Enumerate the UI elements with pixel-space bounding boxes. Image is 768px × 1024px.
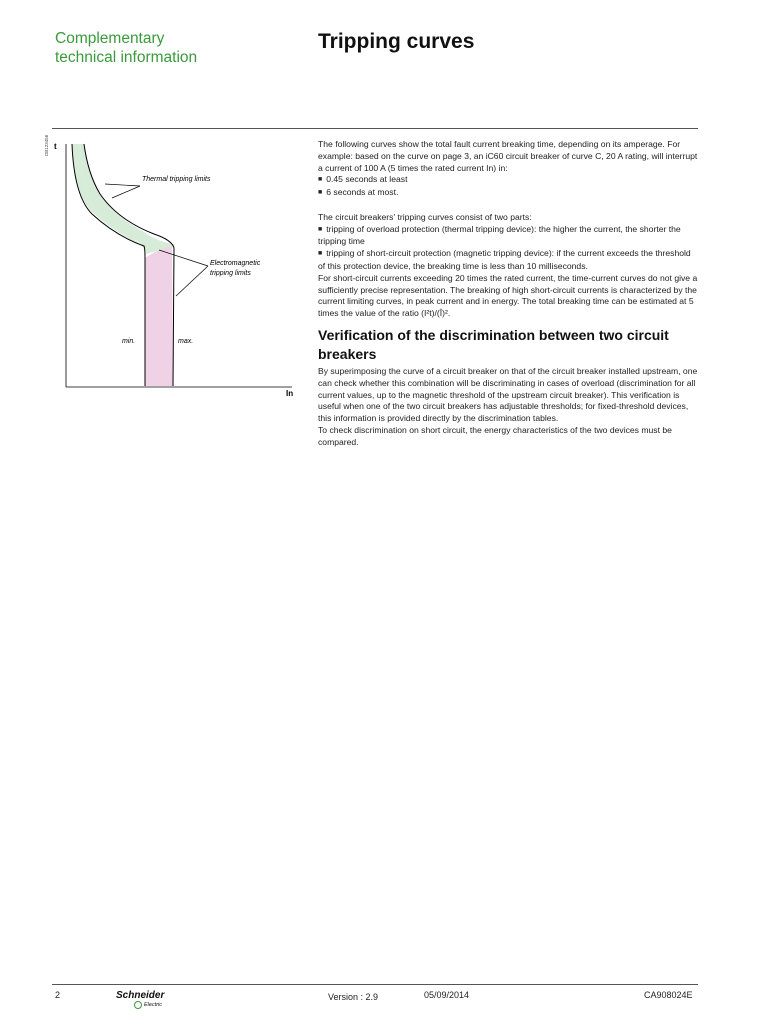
section-title-line2: technical information <box>55 49 198 66</box>
parts-bullet-2: ■ tripping of short-circuit protection (magnetic tripping device): if the current exceeds the threshold of this protection device, the breaking time is less than 10 milliseconds. <box>318 248 699 273</box>
discrimination-heading: Verification of the discrimination between two circuit breakers <box>318 326 669 362</box>
brand-name: Schneider <box>116 990 165 1001</box>
magnetic-tripping-band <box>145 246 173 386</box>
schneider-logo <box>116 990 186 1009</box>
thermal-callout-line-1 <box>112 186 140 198</box>
brand-sub: Electric <box>144 1002 163 1008</box>
em-label-line1: Electromagnetic <box>210 260 261 267</box>
footer-divider <box>52 984 698 985</box>
section-title <box>55 29 255 67</box>
verification-paragraph: By superimposing the curve of a circuit breaker on that of the circuit breaker installed upstream, one can check whether this combination will be discriminating in cases of overload (discrimination for all current values, up to the magnetic threshold of the upstream circuit breaker). This verification is useful when one of the two circuit breakers has adjustable thresholds; for fixed-threshold devices, this information is provided directly by the discrimination tables. <box>318 365 698 424</box>
y-axis-label: t <box>54 142 57 151</box>
parts-bullet-1: ■ tripping of overload protection (thermal tripping device): the higher the current, the shorter the tripping time <box>318 224 699 249</box>
header-divider <box>52 128 698 129</box>
x-axis-label: In <box>286 389 294 398</box>
version-label: Version : 2.9 <box>328 992 379 1002</box>
em-callout-line-2 <box>176 266 208 296</box>
side-code-label: DB123456 <box>44 134 49 156</box>
page-number: 2 <box>55 990 61 1000</box>
parts-intro: The circuit breakers' tripping curves consist of two parts: <box>318 211 532 222</box>
thermal-label: Thermal tripping limits <box>142 176 211 183</box>
date-label: 05/09/2014 <box>424 990 470 1000</box>
page-title: Tripping curves <box>318 30 475 53</box>
min-label: min. <box>122 338 136 345</box>
brand-leaf-icon <box>134 1001 142 1009</box>
verification-paragraph-2: To check discrimination on short circuit, the energy characteristics of the two devices must be compared. <box>318 424 672 447</box>
intro-bullet-2: ■ 6 seconds at most. <box>318 187 699 200</box>
document-code: CA908024E <box>644 990 693 1000</box>
tripping-curve-figure <box>44 134 300 400</box>
body-text-column <box>318 139 699 449</box>
intro-bullet-1: ■ 0.45 seconds at least <box>318 174 699 187</box>
max-label: max. <box>178 338 194 345</box>
section-title-line1: Complementary <box>55 30 165 47</box>
parts-paragraph: For short-circuit currents exceeding 20 times the rated current, the time-current curves do not give a sufficiently precise representation. The breaking of high short-circuit currents is characterized by the current limiting curves, in peak current and in energy. The total breaking time can be estimated at 5 times the value of the ratio (I²t)/(Î)². <box>318 272 698 319</box>
thermal-callout-line-2 <box>105 184 140 186</box>
intro-paragraph: The following curves show the total fault current breaking time, depending on its amperage. For example: based on the curve on page 3, an iC60 circuit breaker of curve C, 20 A rating, will interrupt a current of 100 A (5 times the rated current In) in: <box>318 139 698 173</box>
em-label-line2: tripping limits <box>210 270 251 277</box>
